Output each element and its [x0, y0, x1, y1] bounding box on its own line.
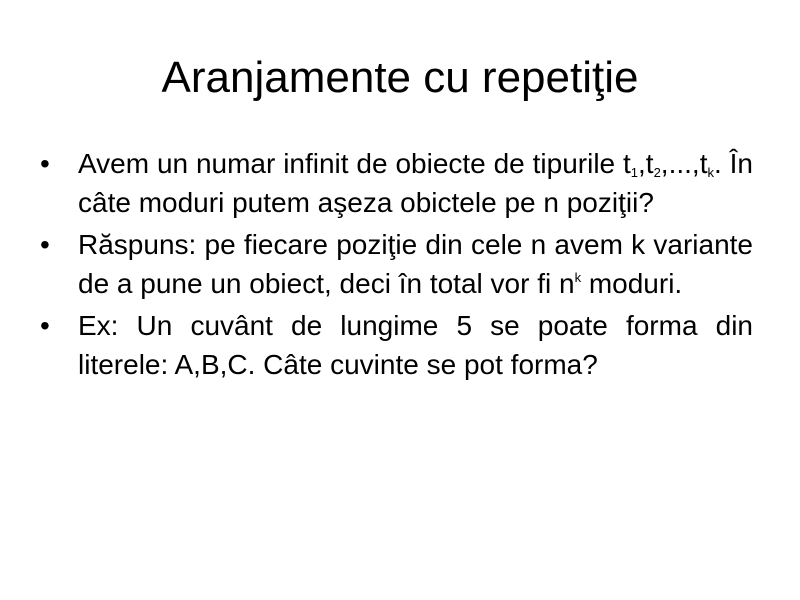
subscript-k: k: [707, 165, 714, 180]
bullet-list: [40, 144, 753, 387]
subscript-1: 1: [630, 165, 638, 180]
bullet-text: moduri.: [581, 268, 683, 299]
superscript-k: k: [574, 270, 582, 285]
bullet-text: ,t: [638, 148, 654, 179]
bullet-dot-icon: •: [40, 148, 50, 179]
bullet-item-2: [40, 225, 753, 303]
slide-title: Aranjamente cu repetiţie: [161, 53, 639, 102]
bullet-text: Răspuns: pe fiecare poziţie din cele n avem k variante de a pune un obiect, deci în total vor fi n: [78, 229, 753, 299]
bullet-item-3: [40, 306, 753, 384]
bullet-dot-icon: •: [40, 229, 50, 260]
bullet-dot-icon: •: [40, 310, 50, 341]
bullet-text: Avem un numar infinit de obiecte de tipurile t: [78, 148, 631, 179]
bullet-text: ,...,t: [660, 148, 708, 179]
subscript-2: 2: [653, 165, 661, 180]
bullet-text: . În câte moduri putem aşeza obictele pe n poziţii?: [78, 148, 753, 218]
bullet-item-1: [40, 144, 753, 222]
bullet-text: Ex: Un cuvânt de lungime 5 se poate forma din literele: A,B,C. Câte cuvinte se pot forma?: [78, 310, 753, 380]
